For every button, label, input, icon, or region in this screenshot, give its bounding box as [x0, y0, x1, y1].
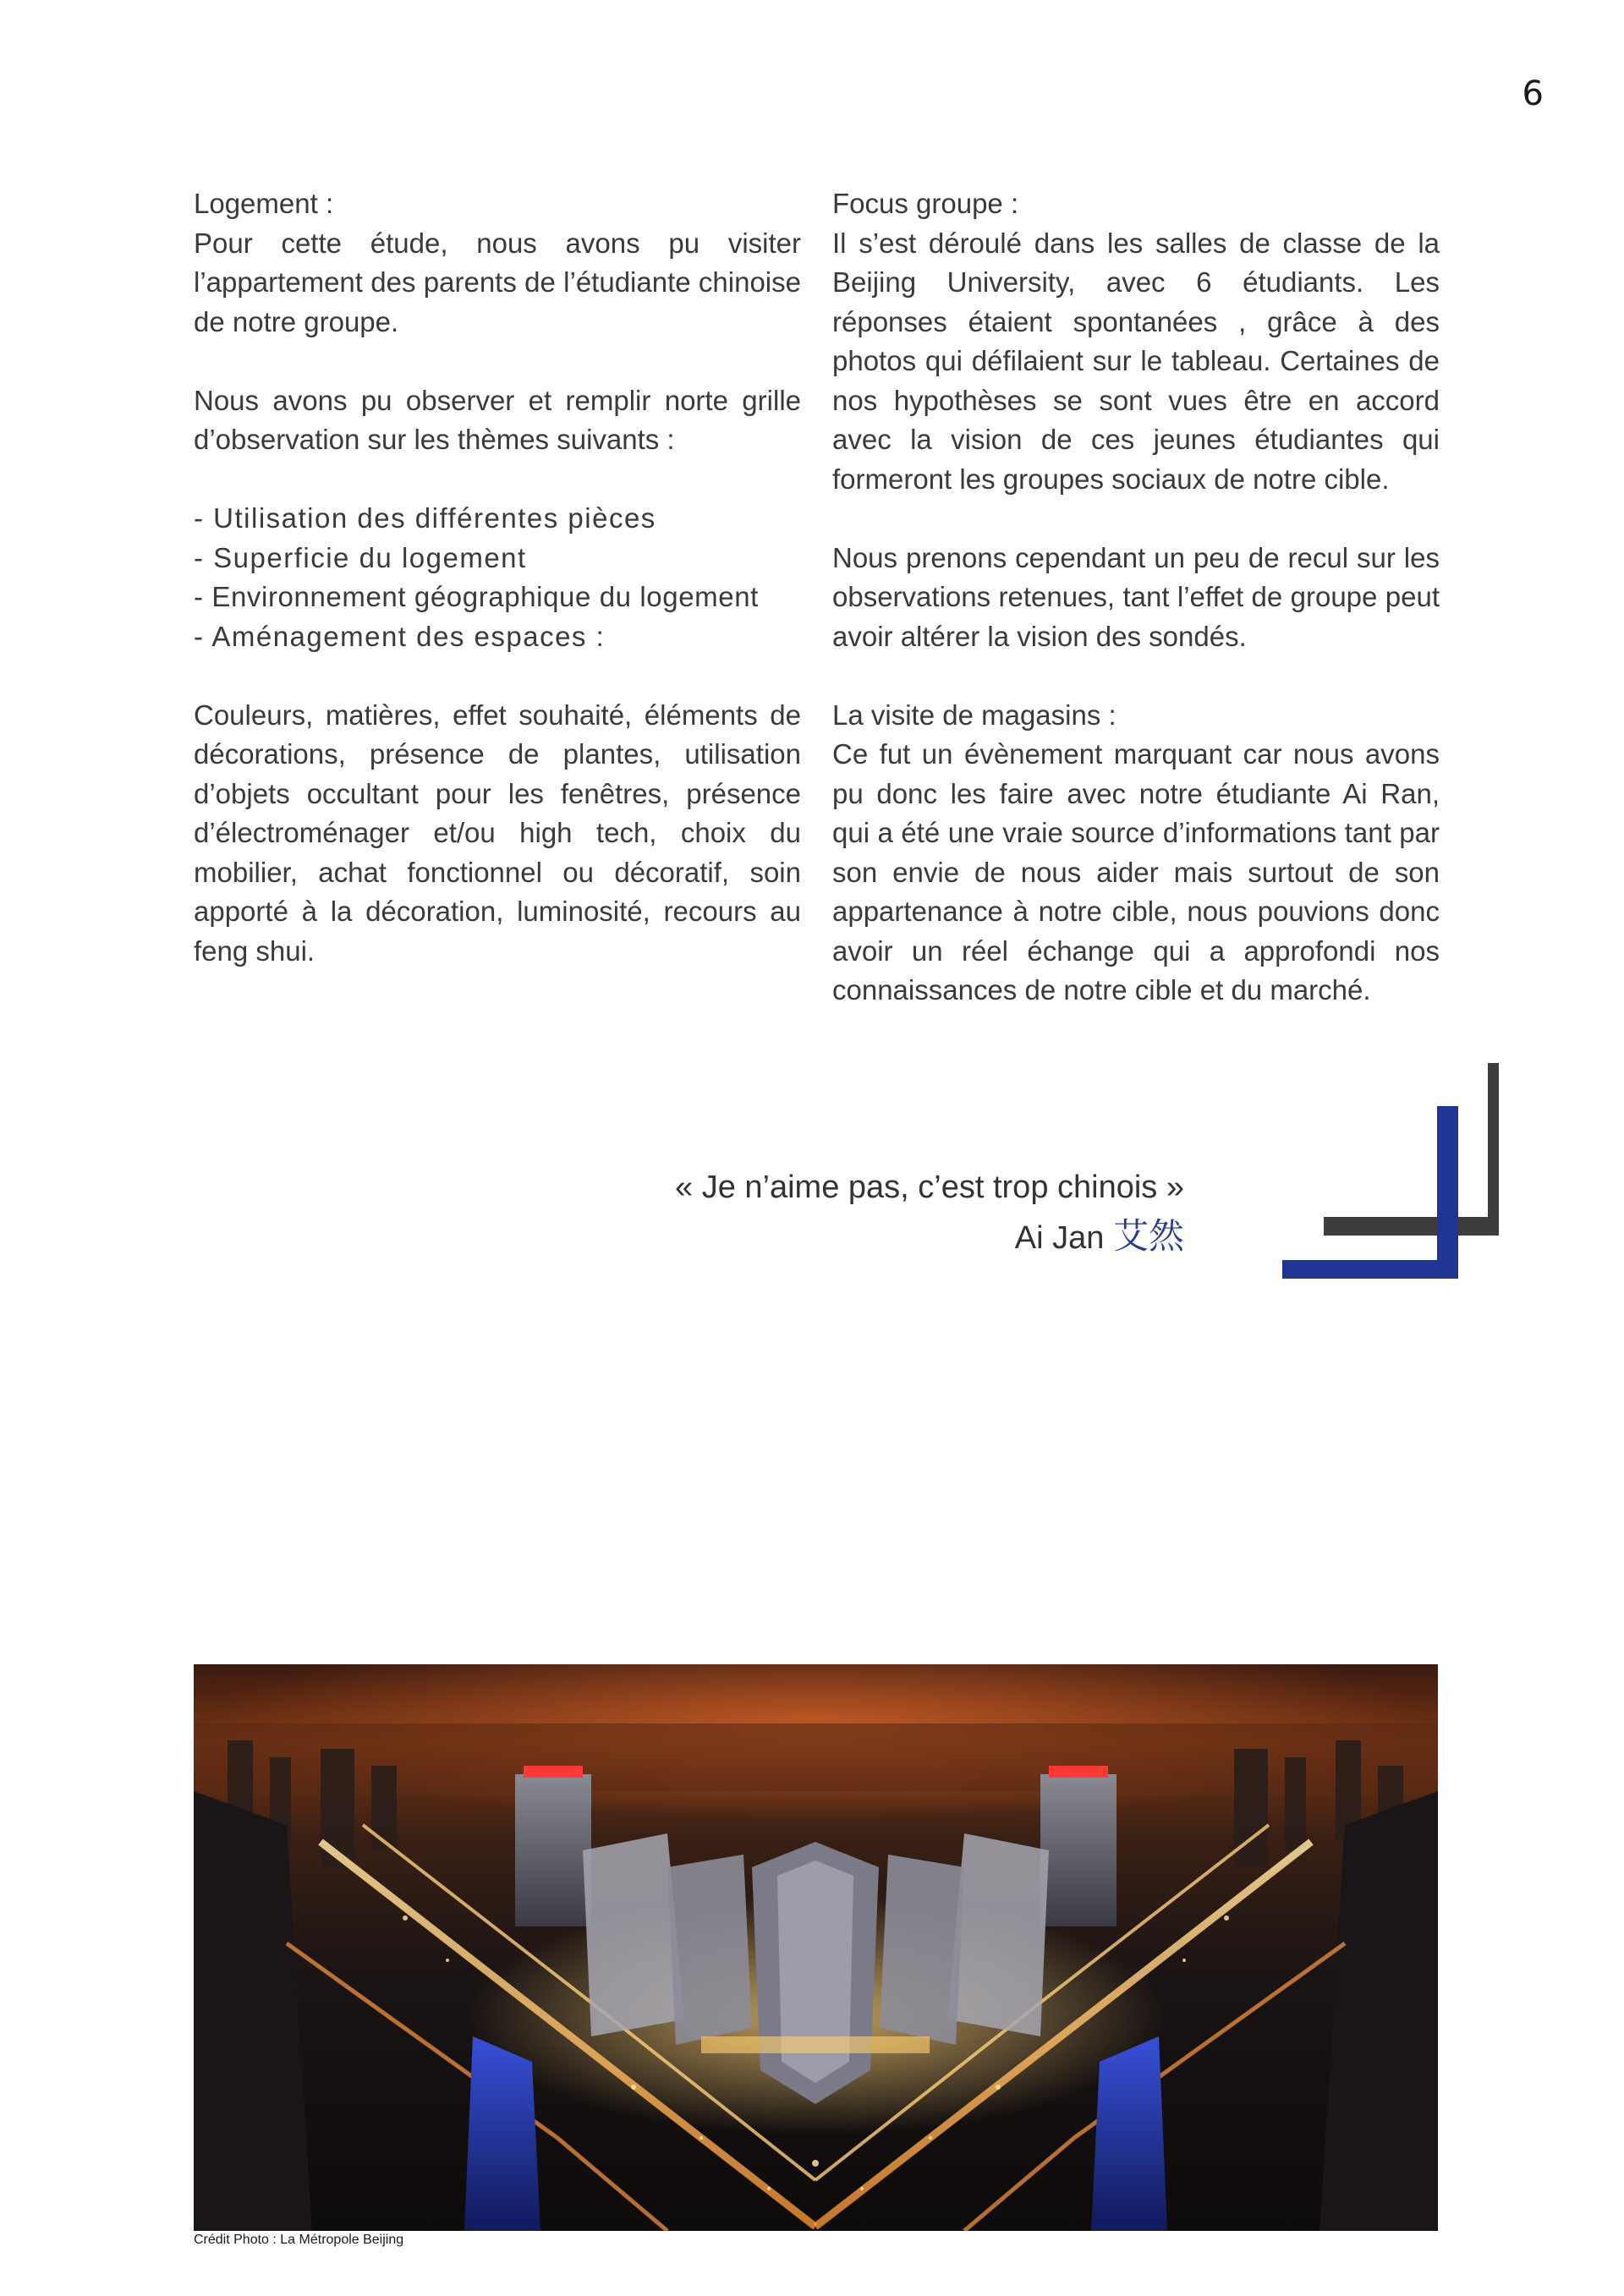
quote-block — [474, 1163, 1184, 1263]
magasins-paragraph: Ce fut un évènement marquant car nous avons pu donc les faire avec notre étudiante Ai Ran, qui a été une vraie source d’informations tant par son envie de nous aider mais surtout de son appartenance à notre cible, nous pouvions donc avoir un réel échange qui a approfondi nos connaissances de notre cible et du marché. — [832, 738, 1440, 1006]
logement-paragraph: Pour cette étude, nous avons pu visiter l’appartement des parents de l’étudiante chinoise de notre groupe. — [194, 227, 801, 337]
decorative-corner-blue-vertical — [1437, 1106, 1458, 1279]
spacer — [832, 499, 1440, 539]
quote-author-line — [474, 1212, 1184, 1263]
focus-paragraph: Il s’est déroulé dans les salles de classe de la Beijing University, avec 6 étudiants. Les réponses étaient spontanées , grâce à des photos qui défilaient sur le tableau. Certaines de nos hypothèses se sont vues être en accord avec la vision de ces jeunes étudiantes qui formeront les groupes sociaux de notre cible. — [832, 227, 1440, 495]
focus-heading: Focus groupe : — [832, 188, 1019, 219]
spacer — [832, 656, 1440, 696]
observation-paragraph: Nous avons pu observer et remplir norte grille d’observation sur les thèmes suivants : — [194, 384, 801, 455]
magasins-heading: La visite de magasins : — [832, 699, 1116, 731]
quote-author: Ai Jan — [1014, 1220, 1105, 1256]
list-item: - Utilisation des différentes pièces — [194, 502, 656, 534]
amenagement-paragraph: Couleurs, matières, effet souhaité, éléments de décorations, présence de plantes, utilisation d’objets occultant pour les fenêtres, présence d’électroménager et/ou high tech, choix du mobilier, achat fonctionnel ou décoratif, soin apporté à la décoration, luminosité, recours au feng shui. — [194, 699, 801, 967]
spacer — [194, 342, 801, 381]
decorative-corner-dark-vertical — [1488, 1063, 1499, 1236]
right-column — [832, 184, 1440, 1011]
left-column — [194, 184, 801, 971]
spacer — [194, 460, 801, 500]
themes-list — [194, 499, 801, 656]
decorative-corner-blue-horizontal — [1282, 1260, 1458, 1279]
city-illustration — [194, 1664, 1438, 2231]
quote-author-chinese: 艾然 — [1112, 1215, 1184, 1257]
recul-paragraph: Nous prenons cependant un peu de recul sur les observations retenues, tant l’effet de groupe peut avoir altérer la vision des sondés. — [832, 541, 1440, 652]
list-item: - Environnement géographique du logement — [194, 581, 759, 612]
decorative-corner-dark-horizontal — [1324, 1217, 1499, 1236]
spacer — [194, 656, 801, 696]
page-number: 6 — [1522, 74, 1544, 113]
logement-heading: Logement : — [194, 188, 334, 219]
list-item: - Aménagement des espaces : — [194, 620, 606, 652]
beijing-night-photo — [194, 1664, 1438, 2231]
list-item: - Superficie du logement — [194, 541, 527, 573]
photo-credit: Crédit Photo : La Métropole Beijing — [194, 2233, 404, 2247]
quote-text: « Je n’aime pas, c’est trop chinois » — [675, 1170, 1184, 1205]
